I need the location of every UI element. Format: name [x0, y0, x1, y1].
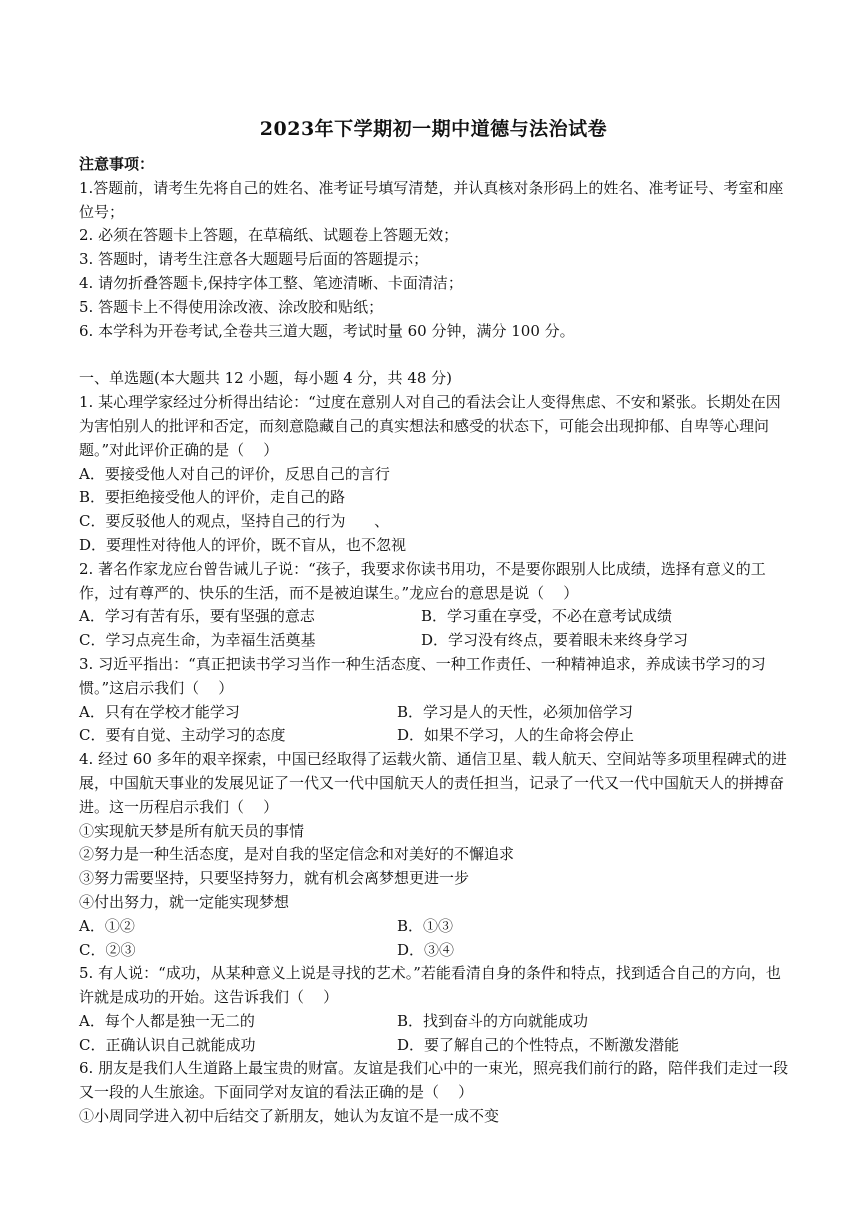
question-5-option-d: D．要了解自己的个性特点，不断激发潜能	[397, 1035, 680, 1054]
question-3-option-d: D．如果不学习，人的生命将会停止	[397, 726, 635, 745]
question-6-statement-1: ①小周同学进入初中后结交了新朋友，她认为友谊不是一成不变	[79, 1107, 500, 1126]
question-3-option-b: B．学习是人的天性，必须加倍学习	[397, 702, 634, 721]
question-5-options-row-2	[79, 1034, 795, 1058]
question-2-option-d: D．学习没有终点，要着眼未来终身学习	[421, 631, 689, 650]
question-1-option-d: D．要理性对待他人的评价，既不盲从，也不忽视	[79, 535, 407, 554]
question-5-stem: 5. 有人说：“成功，从某种意义上说是寻找的艺术。”若能看清自身的条件和特点，找到适合自己的方向，也许就是成功的开始。这告诉我们（ ）	[79, 964, 781, 1007]
question-2-option-b: B．学习重在享受，不必在意考试成绩	[421, 607, 673, 626]
question-3-options-row-2	[79, 724, 795, 748]
question-2-option-c: C．学习点亮生命，为幸福生活奠基	[79, 631, 316, 650]
question-3-options-row-1	[79, 701, 795, 725]
section-heading: 一、单选题(本大题共 12 小题，每小题 4 分，共 48 分)	[79, 369, 453, 388]
question-3-stem: 3. 习近平指出：“真正把读书学习当作一种生活态度、一种工作责任、一种精神追求，养成读书学习的习惯。”这启示我们（ ）	[79, 654, 766, 697]
notice-heading: 注意事项：	[79, 155, 155, 173]
question-4-option-d: D．③④	[397, 940, 455, 959]
question-1-option-c: C．要反驳他人的观点，坚持自己的行为 、	[79, 512, 390, 531]
notice-item: 1.答题前，请考生先将自己的姓名、准考证号填写清楚，并认真核对条形码上的姓名、准考证号、考室和座位号；	[79, 178, 784, 221]
question-2-options-row-2	[79, 629, 795, 653]
notice-item: 5. 答题卡上不得使用涂改液、涂改胶和贴纸；	[79, 297, 384, 316]
page-title: 2023年下学期初一期中道德与法治试卷	[259, 118, 608, 140]
question-5-options-row-1	[79, 1010, 795, 1034]
question-2-options-row-1	[79, 605, 795, 629]
question-2-option-a: A．学习有苦有乐，要有坚强的意志	[79, 607, 315, 626]
notice-item: 3. 答题时，请考生注意各大题题号后面的答题提示；	[79, 250, 429, 269]
notice-item: 6. 本学科为开卷考试,全卷共三道大题，考试时量 60 分钟，满分 100 分。	[79, 321, 575, 340]
question-4-statement-3: ③努力需要坚持，只要坚持努力，就有机会离梦想更进一步	[79, 869, 470, 888]
notice-item: 4. 请勿折叠答题卡,保持字体工整、笔迹清晰、卡面清洁；	[79, 273, 463, 292]
question-5-option-b: B．找到奋斗的方向就能成功	[397, 1011, 589, 1030]
question-4-statement-2: ②努力是一种生活态度，是对自我的坚定信念和对美好的不懈追求	[79, 845, 515, 864]
question-4-statement-4: ④付出努力，就一定能实现梦想	[79, 892, 290, 911]
question-4-options-row-2	[79, 939, 795, 963]
question-5-option-a: A．每个人都是独一无二的	[79, 1011, 255, 1030]
question-2-stem: 2. 著名作家龙应台曾告诫儿子说：“孩子，我要求你读书用功，不是要你跟别人比成绩，选择有意义的工作，过有尊严的、快乐的生活，而不是被迫谋生。”龙应台的意思是说（ ）	[79, 559, 766, 602]
question-3-option-a: A．只有在学校才能学习	[79, 702, 240, 721]
question-1-option-a: A．要接受他人对自己的评价，反思自己的言行	[79, 464, 390, 483]
question-1-stem: 1. 某心理学家经过分析得出结论：“过度在意别人对自己的看法会让人变得焦虑、不安和紧张。长期处在因为害怕别人的批评和否定，而刻意隐藏自己的真实想法和感受的状态下，可能会出现抑郁、自卑等心理问题。”对此评价正确的是（ ）	[79, 393, 781, 459]
question-4-statement-1: ①实现航天梦是所有航天员的事情	[79, 821, 305, 840]
question-4-stem: 4. 经过 60 多年的艰辛探索，中国已经取得了运载火箭、通信卫星、载人航天、空间站等多项里程碑式的进展，中国航天事业的发展见证了一代又一代中国航天人的责任担当，记录了一代又一代中国航天人的拼搏奋进。这一历程启示我们（ ）	[79, 750, 787, 816]
question-1-option-b: B．要拒绝接受他人的评价，走自己的路	[79, 488, 346, 507]
question-4-options-row-1	[79, 915, 795, 939]
exam-content	[79, 153, 795, 1129]
question-4-option-a: A．①②	[79, 916, 135, 935]
question-6-stem: 6. 朋友是我们人生道路上最宝贵的财富。友谊是我们心中的一束光，照亮我们前行的路，陪伴我们走过一段又一段的人生旅途。下面同学对友谊的看法正确的是（ ）	[79, 1059, 789, 1102]
question-5-option-c: C．正确认识自己就能成功	[79, 1035, 256, 1054]
question-4-option-c: C．②③	[79, 940, 136, 959]
question-4-option-b: B．①③	[397, 916, 454, 935]
notice-item: 2. 必须在答题卡上答题，在草稿纸、试题卷上答题无效；	[79, 226, 459, 245]
question-3-option-c: C．要有自觉、主动学习的态度	[79, 726, 286, 745]
